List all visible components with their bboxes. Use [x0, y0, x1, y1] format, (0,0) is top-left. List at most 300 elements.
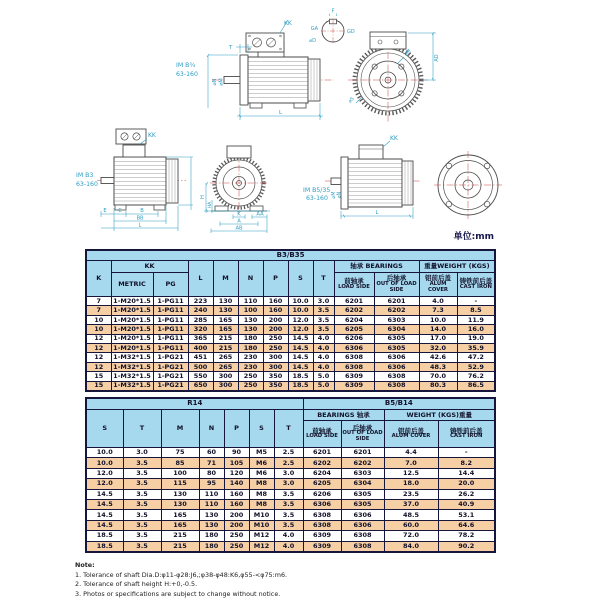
table-cell: 6305 — [374, 343, 419, 352]
mount-label: IM B3 — [76, 172, 94, 179]
col-header-weight: 重量WEIGHT (KGS) — [419, 261, 495, 273]
table-cell: 11.9 — [457, 315, 495, 324]
col-header-n: N — [199, 410, 224, 448]
table-cell: M10 — [249, 520, 274, 530]
table-cell: 6201 — [334, 297, 374, 306]
dim-e-label: E — [103, 208, 107, 214]
col-header-bearings: BEARINGS 轴承 — [303, 410, 384, 421]
table-cell: 6308 — [303, 510, 341, 520]
table-cell: 14.5 — [288, 343, 313, 352]
table-cell: 8.5 — [457, 306, 495, 315]
table-cell: 6304 — [374, 325, 419, 334]
table-cell: 285 — [188, 315, 213, 324]
table-cell: 10 — [86, 315, 111, 324]
notes — [75, 561, 287, 599]
table-body — [86, 297, 495, 391]
table-cell: 1-PG21 — [153, 381, 188, 391]
table-cell: 86.5 — [457, 381, 495, 391]
table-cell: 7 — [86, 297, 111, 306]
mount-label: IM B¾ — [176, 62, 196, 69]
col-header-s: S — [86, 410, 123, 448]
note-line-2: 2. Tolerance of shaft height H:+0,-0.5. — [75, 580, 198, 589]
table-cell: 265 — [213, 362, 238, 371]
table-cell: 3.5 — [123, 468, 161, 478]
key-f-label: F — [331, 8, 335, 15]
table-cell: 72.0 — [384, 531, 438, 541]
table-cell: 4.4 — [384, 448, 438, 458]
table-cell: 6201 — [374, 297, 419, 306]
table-cell: 12.0 — [86, 468, 123, 478]
table-cell: 265 — [213, 353, 238, 362]
table-cell: 6205 — [303, 479, 341, 489]
table-cell: 130 — [238, 315, 263, 324]
table-cell: 3.0 — [274, 479, 303, 489]
table-cell: 80 — [199, 468, 224, 478]
table-cell: 84.0 — [384, 541, 438, 552]
table-cell: 76.2 — [457, 372, 495, 381]
table-cell: 42.6 — [419, 353, 457, 362]
col-header-rear-bearing: 后轴承 OUT OF LOAD SIDE — [374, 273, 419, 297]
table-header — [86, 398, 495, 448]
notes-title: Note: — [75, 561, 95, 569]
table-row — [86, 531, 495, 541]
table-cell: 3.5 — [123, 489, 161, 499]
dim-aa-label: AA — [256, 211, 264, 218]
table-cell: 19.0 — [457, 334, 495, 343]
table-cell: 6202 — [334, 306, 374, 315]
table-row — [86, 448, 495, 458]
table-cell: 6206 — [334, 334, 374, 343]
table-row — [86, 489, 495, 499]
table-row — [86, 297, 495, 306]
table-cell: 4.0 — [313, 334, 334, 343]
table-cell: 18.5 — [86, 541, 123, 552]
table-cell: M8 — [249, 499, 274, 509]
table-cell: 6309 — [303, 541, 341, 552]
table-cell: 6303 — [341, 468, 384, 478]
b3-end-view — [210, 146, 268, 214]
bolt-hole — [446, 201, 452, 207]
table-cell: 180 — [238, 334, 263, 343]
table-cell: 10 — [86, 325, 111, 334]
table-title-b5b14: B5/B14 — [303, 398, 495, 410]
unit-label: 单位:mm — [453, 232, 494, 242]
table-cell: 320 — [188, 325, 213, 334]
bolt-hole — [484, 163, 490, 169]
table-cell: 6304 — [341, 479, 384, 489]
table-cell: 6308 — [341, 541, 384, 552]
table-cell: 4.0 — [313, 362, 334, 371]
table-row — [86, 479, 495, 489]
table-cell: 71 — [199, 458, 224, 468]
col-header-bearings: 轴承 BEARINGS — [334, 261, 419, 273]
table-cell: 3.5 — [274, 510, 303, 520]
table-cell: 12.0 — [86, 479, 123, 489]
table-cell: 250 — [263, 334, 288, 343]
table-row — [86, 520, 495, 530]
table-cell: 130 — [199, 520, 224, 530]
table-cell: 500 — [188, 362, 213, 371]
table-cell: 6308 — [334, 353, 374, 362]
table-cell: 14.5 — [86, 510, 123, 520]
table-cell: 1-M20*1.5 — [111, 325, 153, 334]
table-cell: 15 — [86, 381, 111, 391]
table-cell: 3.5 — [123, 510, 161, 520]
foot — [154, 205, 165, 210]
table-cell: 165 — [161, 510, 199, 520]
table-cell: 18.0 — [384, 479, 438, 489]
table-cell: 1-M20*1.5 — [111, 315, 153, 324]
table-cell: 70.0 — [419, 372, 457, 381]
shaft — [101, 178, 114, 184]
table-cell: 1-PG11 — [153, 306, 188, 315]
table-cell: 12.0 — [288, 315, 313, 324]
mount-range-label: 63-160 — [306, 195, 328, 202]
dim-dm-label: ⌀M — [332, 191, 337, 199]
table-cell: 78.2 — [438, 531, 495, 541]
table-cell: 17.0 — [419, 334, 457, 343]
table-cell: 6303 — [374, 315, 419, 324]
table-row — [86, 510, 495, 520]
shaft — [224, 77, 240, 84]
table-title-r14: R14 — [86, 398, 303, 410]
table-cell: 4.0 — [274, 531, 303, 541]
kk-label: KK — [284, 20, 292, 27]
note-line-1: 1. Tolerance of shaft Dia.D:φ11-φ28:J6,;φ38-φ48:K6,φ55-<φ75:m6. — [75, 570, 288, 579]
table-cell: 1-M20*1.5 — [111, 297, 153, 306]
table-cell: 250 — [224, 541, 249, 552]
table-cell: 75 — [161, 448, 199, 458]
table-cell: M8 — [249, 489, 274, 499]
table-row — [86, 343, 495, 352]
terminal-box — [227, 146, 251, 158]
dim-ad-label: AD — [434, 54, 440, 62]
b35-terminal-box-top-view — [246, 33, 284, 52]
table-cell: 5.0 — [313, 381, 334, 391]
table-cell: 300 — [263, 362, 288, 371]
table-cell: M5 — [249, 448, 274, 458]
dim-k-label: K — [237, 211, 241, 218]
table-cell: 6202 — [303, 458, 341, 468]
table-cell: 3.5 — [274, 520, 303, 530]
dim-l-label: L — [138, 222, 142, 229]
table-cell: 53.1 — [438, 510, 495, 520]
col-header-t: T — [313, 261, 334, 297]
table-cell: 350 — [263, 372, 288, 381]
table-cell: 3.5 — [123, 531, 161, 541]
table-cell: 60 — [199, 448, 224, 458]
table-cell: 47.2 — [457, 353, 495, 362]
motor-body — [248, 57, 308, 103]
col-header-k: K — [86, 261, 111, 297]
table-cell: 14.5 — [288, 362, 313, 371]
col-header-s: S — [288, 261, 313, 297]
table-cell: 6201 — [341, 448, 384, 458]
table-cell: 300 — [213, 381, 238, 391]
table-cell: 200 — [224, 510, 249, 520]
table-cell: 14.4 — [438, 468, 495, 478]
table-cell: 160 — [263, 297, 288, 306]
table-cell: 48.5 — [384, 510, 438, 520]
table-row — [86, 499, 495, 509]
col-header-m: M — [213, 261, 238, 297]
terminal-box — [370, 32, 406, 49]
table-cell: 130 — [238, 325, 263, 334]
table-cell: 365 — [188, 334, 213, 343]
table-cell: 6306 — [374, 353, 419, 362]
table-cell: 26.2 — [438, 489, 495, 499]
table-cell: 230 — [238, 362, 263, 371]
b35-end-view — [348, 32, 428, 122]
table-header — [86, 250, 495, 297]
col-header-rear-bearing: 后轴承 OUT OF LOAD SIDE — [341, 421, 384, 448]
table-cell: 64.6 — [438, 520, 495, 530]
flange — [341, 157, 348, 209]
table-cell: M12 — [249, 541, 274, 552]
table-cell: 1-PG21 — [153, 353, 188, 362]
dim-l-label: L — [279, 110, 283, 116]
dim-c-label: C — [118, 208, 122, 214]
foot — [250, 206, 263, 211]
table-cell: 1-PG21 — [153, 372, 188, 381]
table-cell: 14.5 — [86, 520, 123, 530]
note-line-3: 3. Photos or specifications are subject to change without notice. — [75, 589, 281, 598]
table-cell: 6308 — [374, 372, 419, 381]
table-cell: 4.0 — [419, 297, 457, 306]
table-cell: 7.3 — [419, 306, 457, 315]
dim-dm-label: ⌀M — [218, 78, 225, 86]
table-cell: 180 — [238, 343, 263, 352]
table-cell: 215 — [161, 531, 199, 541]
bolt-hole — [484, 201, 490, 207]
col-header-s2: S — [249, 410, 274, 448]
table-cell: 15 — [86, 372, 111, 381]
table-cell: 12 — [86, 353, 111, 362]
terminal-box — [123, 145, 145, 157]
table-cell: 200 — [263, 315, 288, 324]
col-header-pg: PG — [153, 273, 188, 297]
col-header-t2: T — [274, 410, 303, 448]
table-cell: 60.0 — [384, 520, 438, 530]
table-cell: 3.5 — [274, 489, 303, 499]
mount-label: IM B5/35 — [303, 187, 331, 194]
table-cell: 1-M32*1.5 — [111, 362, 153, 371]
bolt-hole — [446, 163, 452, 169]
table-cell: 23.5 — [384, 489, 438, 499]
table-cell: 4.0 — [313, 343, 334, 352]
col-header-l: L — [188, 261, 213, 297]
table-cell: M12 — [249, 531, 274, 541]
key-d-label: ⌀D — [309, 38, 316, 44]
table-cell: 100 — [161, 468, 199, 478]
table-cell: 1-M20*1.5 — [111, 306, 153, 315]
dim-dn-label: ⌀N — [337, 191, 343, 199]
table-cell: - — [438, 448, 495, 458]
table-cell: 90 — [224, 448, 249, 458]
mount-range-label: 63-160 — [176, 71, 198, 78]
table-cell: 223 — [188, 297, 213, 306]
col-header-n: N — [238, 261, 263, 297]
table-cell: 6306 — [374, 362, 419, 371]
table-cell: 3.5 — [313, 306, 334, 315]
table-cell: 12.5 — [384, 468, 438, 478]
table-cell: 1-PG11 — [153, 334, 188, 343]
table-cell: 160 — [224, 499, 249, 509]
table-title: B3/B35 — [86, 250, 495, 261]
foot — [250, 103, 262, 108]
table-cell: 3.0 — [313, 297, 334, 306]
col-header-p: P — [224, 410, 249, 448]
table-cell: 12.0 — [288, 325, 313, 334]
table-cell: 6201 — [303, 448, 341, 458]
table-cell: 10.0 — [288, 306, 313, 315]
table-cell: 400 — [188, 343, 213, 352]
table-row — [86, 362, 495, 371]
table-cell: 18.5 — [86, 531, 123, 541]
table-cell: 10.0 — [288, 297, 313, 306]
table-cell: 110 — [199, 489, 224, 499]
dim-a-label: A — [237, 218, 241, 225]
table-cell: 3.5 — [123, 458, 161, 468]
table-cell: 6306 — [341, 510, 384, 520]
dim-b-label: B — [140, 208, 144, 214]
technical-drawings — [0, 0, 600, 245]
table-cell: 90.2 — [438, 541, 495, 552]
table-row — [86, 541, 495, 552]
table-cell: 200 — [224, 520, 249, 530]
table-cell: M8 — [249, 479, 274, 489]
dim-l-label: L — [375, 210, 379, 216]
table-cell: 6309 — [334, 381, 374, 391]
table-cell: 1-PG11 — [153, 343, 188, 352]
table-cell: 215 — [213, 343, 238, 352]
table-cell: 240 — [188, 306, 213, 315]
table-row — [86, 325, 495, 334]
table-cell: 6305 — [374, 334, 419, 343]
table-cell: 6305 — [341, 499, 384, 509]
table-cell: 12 — [86, 334, 111, 343]
table-cell: M6 — [249, 458, 274, 468]
foot — [215, 206, 228, 211]
fan-cover — [402, 161, 413, 205]
b3-side-view — [97, 145, 186, 210]
table-cell: 130 — [161, 499, 199, 509]
col-header-p: P — [263, 261, 288, 297]
col-header-cast-iron: 铸铁前后盖 CAST IRON — [457, 273, 495, 297]
table-cell: 6308 — [341, 531, 384, 541]
shaft — [331, 178, 341, 185]
table-cell: 3.5 — [123, 541, 161, 552]
table-cell: 115 — [161, 479, 199, 489]
table-cell: 6205 — [334, 325, 374, 334]
dim-dn-label: ⌀N — [212, 78, 218, 86]
table-cell: 6308 — [374, 381, 419, 391]
table-cell: 14.5 — [86, 499, 123, 509]
table-cell: 12 — [86, 362, 111, 371]
table-cell: 165 — [161, 520, 199, 530]
table-cell: 16.0 — [457, 325, 495, 334]
table-cell: 130 — [213, 306, 238, 315]
table-cell: 7.0 — [384, 458, 438, 468]
col-header-t: T — [123, 410, 161, 448]
table-cell: 40.9 — [438, 499, 495, 509]
table-cell: 4.0 — [274, 541, 303, 552]
table-cell: 160 — [263, 306, 288, 315]
b35-shaft-key-detail — [321, 14, 345, 44]
table-cell: 6308 — [334, 362, 374, 371]
key-gd-label: GD — [347, 29, 355, 35]
table-cell: 14.5 — [86, 489, 123, 499]
col-header-kk: KK — [111, 261, 188, 273]
b3-terminal-box-top-view — [116, 129, 146, 144]
kk-label: KK — [390, 135, 398, 142]
table-cell: 1-PG11 — [153, 325, 188, 334]
mount-range-label: 63-160 — [76, 181, 98, 188]
dim-ds-diag-label: ⌀S — [347, 96, 356, 105]
table-cell: 250 — [238, 381, 263, 391]
b5-end-view — [434, 151, 502, 219]
table-cell: 32.0 — [419, 343, 457, 352]
table-cell: 5.0 — [313, 372, 334, 381]
table-cell: 10.0 — [86, 458, 123, 468]
table-cell: 6308 — [303, 520, 341, 530]
table-cell: 95 — [199, 479, 224, 489]
table-cell: 6305 — [341, 489, 384, 499]
table-cell: 1-M32*1.5 — [111, 381, 153, 391]
table-cell: 250 — [224, 531, 249, 541]
table-cell: 6204 — [303, 468, 341, 478]
table-cell: 130 — [161, 489, 199, 499]
table-cell: 3.5 — [123, 520, 161, 530]
col-header-cast-iron: 铸铁前后盖 CAST IRON — [438, 421, 495, 448]
table-cell: 165 — [213, 325, 238, 334]
table-cell: 350 — [263, 381, 288, 391]
table-cell: 18.5 — [288, 381, 313, 391]
table-cell: 3.0 — [123, 448, 161, 458]
table-cell: 1-PG21 — [153, 362, 188, 371]
table-cell: 650 — [188, 381, 213, 391]
table-cell: 80.3 — [419, 381, 457, 391]
table-cell: 2.5 — [274, 458, 303, 468]
table-cell: 250 — [238, 372, 263, 381]
table-cell: 4.0 — [313, 353, 334, 362]
col-header-m: M — [161, 410, 199, 448]
table-cell: 6202 — [341, 458, 384, 468]
table-cell: 1-M32*1.5 — [111, 353, 153, 362]
table-r14-b5b14 — [85, 397, 496, 553]
table-cell: 6309 — [334, 372, 374, 381]
table-row — [86, 334, 495, 343]
col-header-weight: WEIGHT (KGS)重量 — [384, 410, 495, 421]
table-cell: 3.5 — [123, 479, 161, 489]
terminal-box — [359, 145, 383, 159]
table-cell: 1-M32*1.5 — [111, 372, 153, 381]
table-cell: 250 — [263, 343, 288, 352]
table-cell: 105 — [224, 458, 249, 468]
table-cell: 6306 — [341, 520, 384, 530]
table-cell: 130 — [199, 510, 224, 520]
table-cell: M10 — [249, 510, 274, 520]
table-cell: 180 — [199, 531, 224, 541]
table-cell: 110 — [199, 499, 224, 509]
table-cell: 550 — [188, 372, 213, 381]
dim-dm-diag-label: ⌀M — [403, 48, 413, 58]
col-header-front-bearing: 前轴承 LOAD SIDE — [303, 421, 341, 448]
dim-ha-label: HA — [208, 201, 213, 209]
b5-side-view — [325, 145, 421, 209]
table-cell: 10.0 — [86, 448, 123, 458]
table-cell: 10.0 — [419, 315, 457, 324]
